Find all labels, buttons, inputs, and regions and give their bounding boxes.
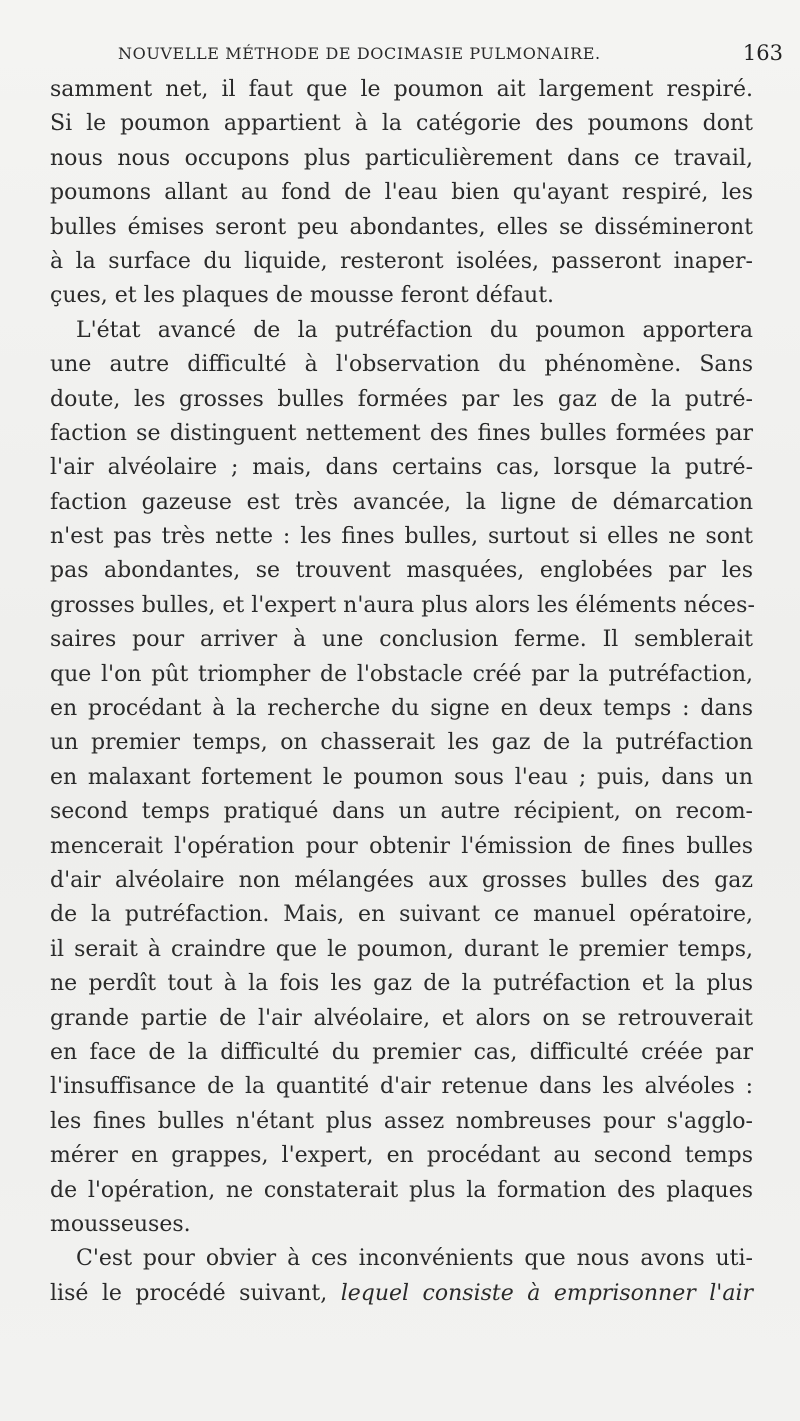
- text-line: de l'opération, ne constaterait plus la formation des plaques: [50, 1177, 753, 1203]
- text-line: nous nous occupons plus particulièrement dans ce travail,: [50, 145, 753, 171]
- text-line: L'état avancé de la putréfaction du poumon apportera: [76, 317, 753, 343]
- text-line: en face de la difficulté du premier cas, difficulté créée par: [50, 1039, 753, 1065]
- text-line: çues, et les plaques de mousse feront défaut.: [50, 283, 555, 309]
- text-line: l'air alvéolaire ; mais, dans certains cas, lorsque la putré-: [50, 455, 753, 481]
- text-line: il serait à craindre que le poumon, durant le premier temps,: [50, 936, 753, 962]
- text-line: saires pour arriver à une conclusion ferme. Il semblerait: [50, 627, 753, 653]
- text-line: un premier temps, on chasserait les gaz de la putréfaction: [50, 730, 753, 756]
- body-text: [50, 73, 753, 1311]
- text-line: en malaxant fortement le poumon sous l'eau ; puis, dans un: [50, 764, 753, 790]
- text-line: ne perdît tout à la fois les gaz de la putréfaction et la plus: [50, 971, 753, 997]
- text-line: C'est pour obvier à ces inconvénients que nous avons uti-: [76, 1246, 753, 1272]
- text-line: mérer en grappes, l'expert, en procédant au second temps: [50, 1143, 753, 1169]
- text-line: en procédant à la recherche du signe en deux temps : dans: [50, 696, 753, 722]
- text-segment: lisé le procédé suivant,: [50, 1280, 328, 1306]
- italic-segment: lequel consiste à emprisonner l'air: [340, 1280, 753, 1306]
- text-line: pas abondantes, se trouvent masquées, englobées par les: [50, 558, 753, 584]
- running-head: NOUVELLE MÉTHODE DE DOCIMASIE PULMONAIRE.: [118, 43, 601, 63]
- text-line: grande partie de l'air alvéolaire, et alors on se retrouverait: [50, 1005, 753, 1031]
- text-line: poumons allant au fond de l'eau bien qu'ayant respiré, les: [50, 180, 753, 206]
- text-line: mousseuses.: [50, 1211, 191, 1237]
- text-line: une autre difficulté à l'observation du phénomène. Sans: [50, 352, 753, 378]
- text-line: mencerait l'opération pour obtenir l'émission de fines bulles: [50, 833, 753, 859]
- text-line: que l'on pût triompher de l'obstacle créé par la putréfaction,: [50, 661, 753, 687]
- text-line: grosses bulles, et l'expert n'aura plus alors les éléments néces-: [50, 592, 755, 618]
- text-line: les fines bulles n'étant plus assez nombreuses pour s'agglo-: [50, 1108, 753, 1134]
- text-line-final: [50, 1277, 753, 1311]
- text-line: doute, les grosses bulles formées par les gaz de la putré-: [50, 386, 753, 412]
- text-line: d'air alvéolaire non mélangées aux grosses bulles des gaz: [50, 867, 753, 893]
- text-line: samment net, il faut que le poumon ait largement respiré.: [50, 77, 753, 102]
- text-line: Si le poumon appartient à la catégorie des poumons dont: [50, 111, 753, 137]
- text-line: faction se distinguent nettement des fines bulles formées par: [50, 420, 753, 446]
- page-header: [118, 38, 783, 68]
- page-number: 163: [742, 41, 783, 65]
- text-line: second temps pratiqué dans un autre récipient, on recom-: [50, 799, 753, 825]
- text-line: à la surface du liquide, resteront isolées, passeront inaper-: [50, 248, 753, 274]
- text-line: de la putréfaction. Mais, en suivant ce manuel opératoire,: [50, 902, 753, 928]
- text-line: l'insuffisance de la quantité d'air retenue dans les alvéoles :: [50, 1074, 753, 1100]
- text-line: faction gazeuse est très avancée, la ligne de démarcation: [50, 489, 753, 515]
- text-line: n'est pas très nette : les fines bulles, surtout si elles ne sont: [50, 524, 753, 550]
- text-line: bulles émises seront peu abondantes, elles se dissémineront: [50, 214, 753, 240]
